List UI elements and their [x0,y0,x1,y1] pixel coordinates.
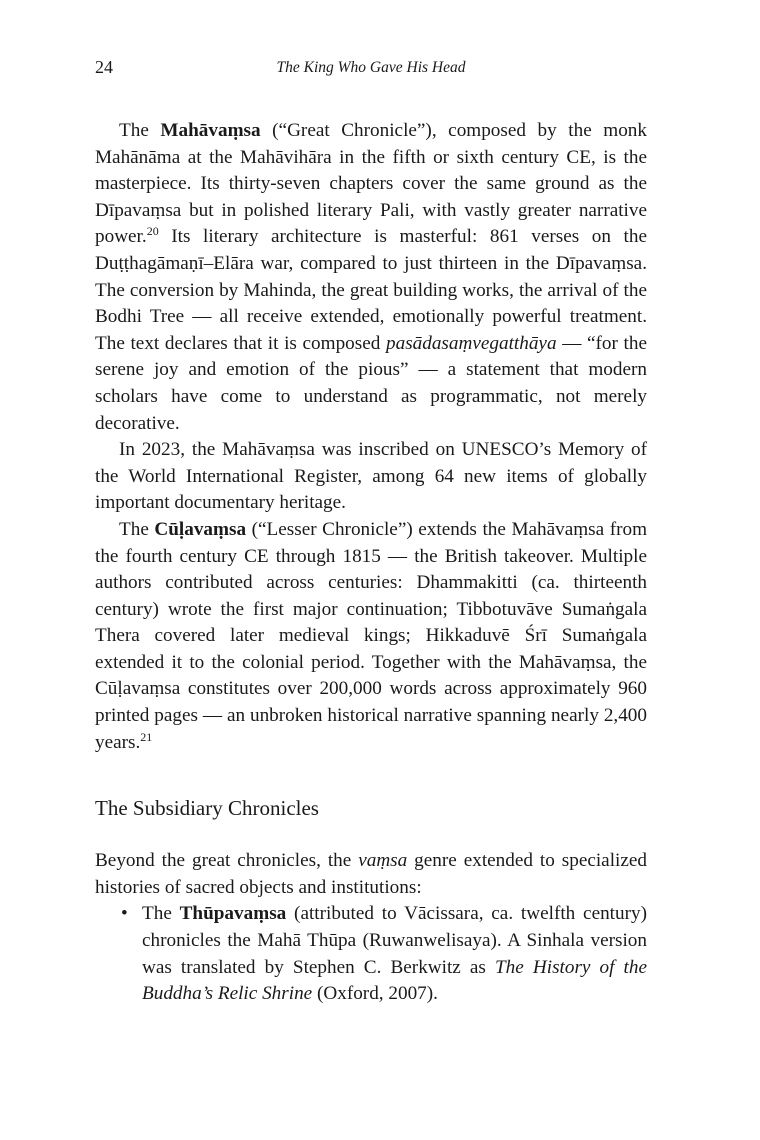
text-run: (“Great Chronicle”), composed by the monk Mahānāma at the Mahāvihāra in the fifth or sixth century CE, is the masterpiece. Its thirty-seven chapters cover the same ground as the Dīpavaṃsa but in polished literary Pali, with vastly greater narrative power. [95,120,647,248]
text-run: (“Lesser Chronicle”) extends the Mahāvaṃsa from the fourth century CE through 1815 — the British takeover. Multiple authors contributed across centuries: Dhammakitti (ca. thirteenth century) wrote the first major continuation; Tibbotuvāve Sumaṅgala Thera covered later medieval kings; Hikkaduvē Śrī Sumaṅgala extended it to the colonial period. Together with the Mahāvaṃsa, the Cūḷavaṃsa constitutes over 200,000 words across approximately 960 printed pages — an unbroken historical narrative spanning nearly 2,400 years. [95,518,647,753]
text-run: The [119,518,155,540]
text-run: — “for the serene joy and emotion of the pious” — a statement that modern scholars have come to understand as programmatic, not merely decorative. [95,332,647,434]
text-run: The [142,903,180,925]
list-item [95,901,647,1007]
bullet-icon: • [121,903,128,925]
running-title: The King Who Gave His Head [276,59,466,76]
bullet-list [95,901,647,1007]
text-run: genre extended to specialized histories of sacred objects and institutions: [95,850,647,898]
term-pasadasamvegatthaya: pasādasaṃvegatthāya [386,332,557,354]
text-run: Beyond the great chronicles, the [95,850,359,872]
text-run: The [119,120,161,141]
paragraph-culavamsa [95,517,647,756]
term-thupavamsa: Thūpavaṃsa [179,903,287,925]
page-number: 24 [95,57,113,77]
book-page [95,0,647,1008]
section-heading: The Subsidiary Chronicles [95,796,319,821]
term-mahavamsa: Mahāvaṃsa [160,120,261,141]
term-culavamsa: Cūḷavaṃsa [154,518,247,540]
paragraph-unesco: In 2023, the Mahāvaṃsa was inscribed on UNESCO’s Memory of the World International Register, among 64 new items of globally important documentary heritage. [95,439,647,514]
footnote-ref-20[interactable]: 20 [146,224,159,239]
text-run: (attributed to Vācissara, ca. twelfth century) chronicles the Mahā Thūpa (Ruwanwelisaya). A Sinhala version was translated by Stephen C. Berkwitz as [142,903,647,978]
text-run: (Oxford, 2007). [312,983,438,1005]
book-title: The History of the Buddha’s Relic Shrine [142,956,647,1005]
footnote-ref-21[interactable]: 21 [140,729,153,744]
text-run: Its literary architecture is masterful: 861 verses on the Duṭṭhagāmaṇī–Elāra war, compared to just thirteen in the Dīpavaṃsa. The conversion by Mahinda, the great building works, the arrival of the Bodhi Tree — all receive extended, emotionally powerful treatment. The text declares that it is composed [95,226,647,354]
running-header [95,57,647,81]
body-text [95,118,647,1008]
section-intro [95,848,647,901]
term-vamsa: vaṃsa [358,850,408,872]
paragraph-mahavamsa [95,118,647,437]
